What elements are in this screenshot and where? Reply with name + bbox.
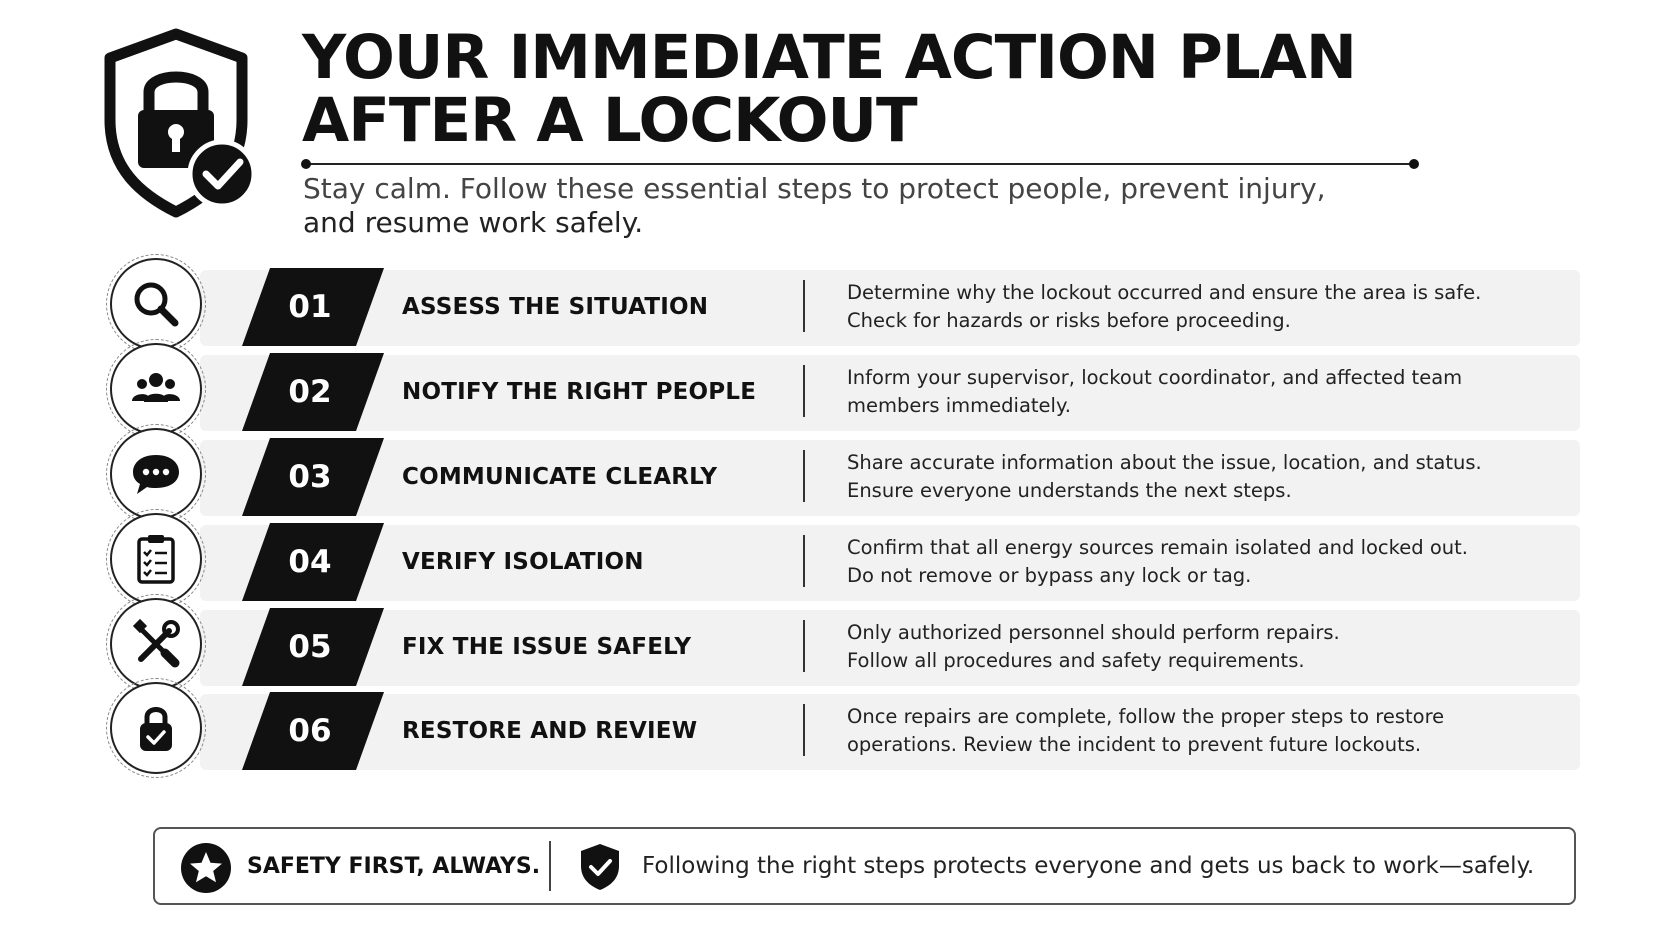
step-number: 04: [288, 544, 332, 580]
title-divider-line: [300, 158, 1420, 170]
step-title: COMMUNICATE CLEARLY: [402, 464, 718, 490]
footer-label: SAFETY FIRST, ALWAYS.: [247, 853, 541, 879]
step-title: RESTORE AND REVIEW: [402, 718, 698, 744]
step-description: [847, 438, 1547, 516]
step-description: [847, 692, 1547, 770]
step-description: [847, 523, 1547, 601]
people-group-icon: [110, 343, 202, 435]
step-description: [847, 353, 1547, 431]
step-divider: [803, 365, 805, 417]
step-description-line-2: Do not remove or bypass any lock or tag.: [847, 564, 1252, 587]
wrench-screwdriver-icon: [110, 598, 202, 690]
step-description-line-2: Check for hazards or risks before proceeding.: [847, 309, 1291, 332]
step-row: [110, 523, 1580, 601]
step-title: ASSESS THE SITUATION: [402, 294, 709, 320]
step-description-line-1: Inform your supervisor, lockout coordinator, and affected team: [847, 366, 1463, 389]
footer-divider: [549, 841, 551, 891]
shield-lock-check-icon: [104, 28, 264, 218]
step-divider: [803, 535, 805, 587]
step-row: [110, 438, 1580, 516]
step-number: 01: [288, 289, 332, 325]
step-divider: [803, 280, 805, 332]
step-title: VERIFY ISOLATION: [402, 549, 644, 575]
footer-banner: [153, 827, 1576, 905]
step-number: 05: [288, 629, 332, 665]
step-description-line-2: members immediately.: [847, 394, 1071, 417]
shield-check-icon: [578, 842, 622, 892]
step-row: [110, 268, 1580, 346]
step-number: 02: [288, 374, 332, 410]
padlock-check-icon: [110, 682, 202, 774]
chat-bubble-icon: [110, 428, 202, 520]
step-description-line-1: Once repairs are complete, follow the proper steps to restore: [847, 705, 1445, 728]
star-badge-icon: [181, 843, 231, 893]
step-divider: [803, 450, 805, 502]
magnifier-icon: [110, 258, 202, 350]
step-description-line-1: Determine why the lockout occurred and ensure the area is safe.: [847, 281, 1482, 304]
step-row: [110, 692, 1580, 770]
step-description: [847, 268, 1547, 346]
clipboard-checklist-icon: [110, 513, 202, 605]
step-divider: [803, 704, 805, 756]
step-number: 03: [288, 459, 332, 495]
step-number: 06: [288, 713, 332, 749]
step-description-line-2: operations. Review the incident to prevent future lockouts.: [847, 733, 1422, 756]
title-line-1: YOUR IMMEDIATE ACTION PLAN: [302, 22, 1356, 93]
page-title: [302, 22, 1502, 156]
subtitle-line-1: Stay calm. Follow these essential steps to protect people, prevent injury,: [303, 172, 1326, 205]
step-row: [110, 353, 1580, 431]
step-row: [110, 608, 1580, 686]
step-description-line-1: Confirm that all energy sources remain isolated and locked out.: [847, 536, 1468, 559]
title-line-2: AFTER A LOCKOUT: [302, 85, 917, 156]
page-subtitle: [303, 172, 1453, 240]
step-divider: [803, 620, 805, 672]
step-description: [847, 608, 1547, 686]
step-title: NOTIFY THE RIGHT PEOPLE: [402, 379, 757, 405]
step-description-line-2: Ensure everyone understands the next steps.: [847, 479, 1292, 502]
step-title: FIX THE ISSUE SAFELY: [402, 634, 692, 660]
subtitle-line-2: and resume work safely.: [303, 206, 644, 239]
step-description-line-1: Share accurate information about the issue, location, and status.: [847, 451, 1482, 474]
footer-text: Following the right steps protects everyone and gets us back to work—safely.: [642, 853, 1535, 879]
step-description-line-1: Only authorized personnel should perform repairs.: [847, 621, 1340, 644]
step-description-line-2: Follow all procedures and safety requirements.: [847, 649, 1305, 672]
